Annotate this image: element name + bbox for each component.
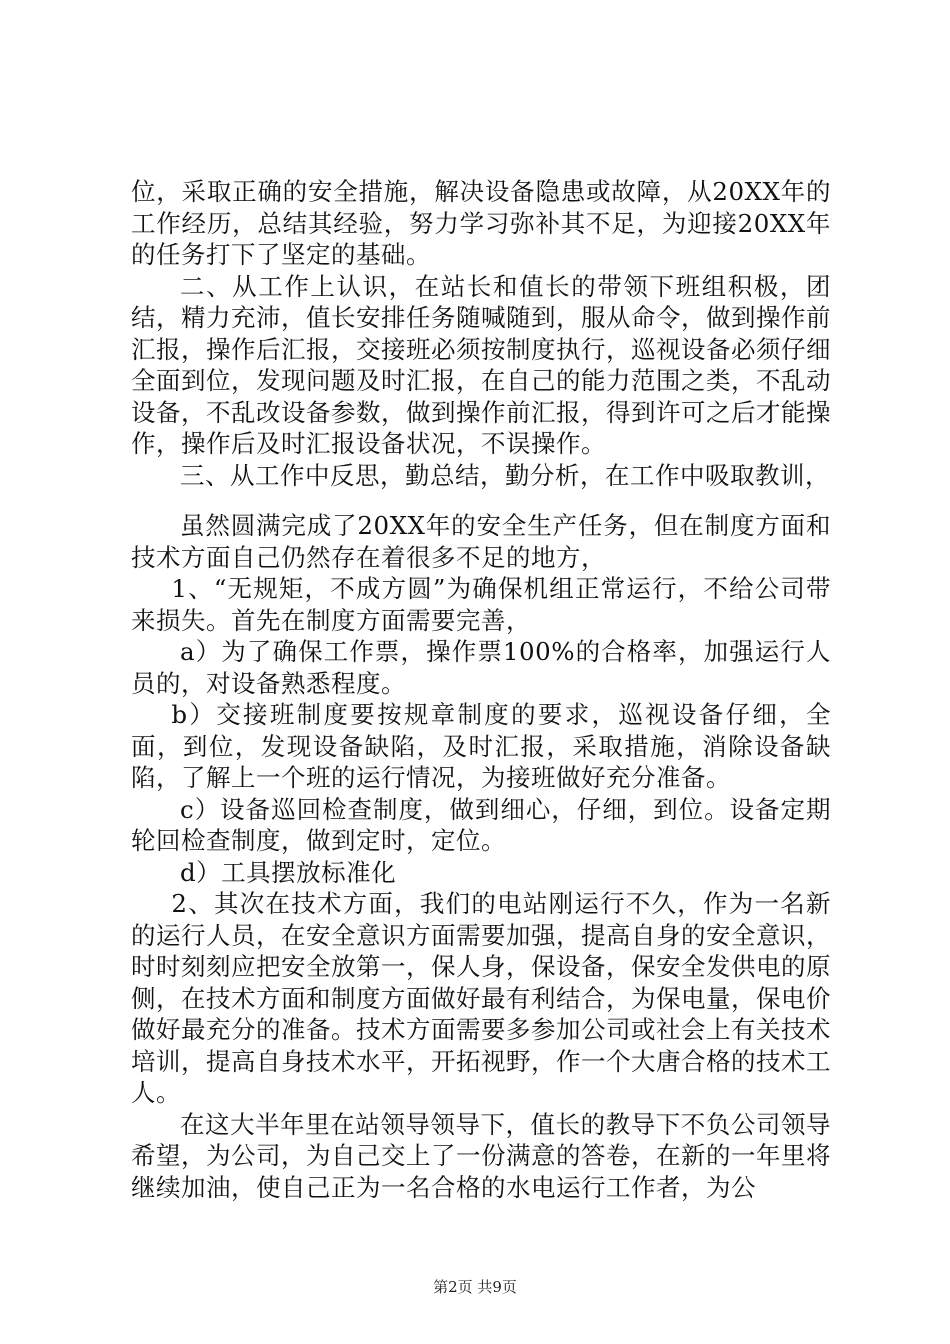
paragraph-section-three: 三、从工作中反思，勤总结，勤分析，在工作中吸取教训， [180,460,830,490]
paragraph-item-a: a）为了确保工作票，操作票100%的合格率，加强运行人员的，对设备熟悉程度。 [131,637,831,698]
paragraph-continuation: 位，采取正确的安全措施，解决设备隐患或故障，从20XX年的工作经历，总结其经验，努力学习弥补其不足，为迎接20XX年的任务打下了坚定的基础。 [131,177,831,269]
paragraph-closing: 在这大半年里在站领导领导下，值长的教导下不负公司领导希望，为公司，为自己交上了一份满意的答卷，在新的一年里将继续加油，使自己正为一名合格的水电运行工作者，为公 [131,1109,831,1202]
paragraph-summary: 虽然圆满完成了20XX年的安全生产任务，但在制度方面和技术方面自己仍然存在着很多不足的地方， [131,511,831,572]
paragraph-item-1: 1、“无规矩，不成方圆”为确保机组正常运行，不给公司带来损失。首先在制度方面需要完善， [131,574,831,635]
text-block-upper [131,176,831,491]
paragraph-item-b: b）交接班制度要按规章制度的要求，巡视设备仔细，全面，到位，发现设备缺陷，及时汇报，采取措施，消除设备缺陷，了解上一个班的运行情况，为接班做好充分准备。 [131,700,831,792]
paragraph-item-d: d）工具摆放标准化 [180,857,397,887]
paragraph-item-c: c）设备巡回检查制度，做到细心，仔细，到位。设备定期轮回检查制度，做到定时，定位。 [131,794,831,855]
paragraph-item-2: 2、其次在技术方面，我们的电站刚运行不久，作为一名新的运行人员，在安全意识方面需要加强，提高自身的安全意识，时时刻刻应把安全放第一，保人身，保设备，保安全发供电的原侧，在技术方面和制度方面做好最有利结合，为保电量，保电价做好最充分的准备。技术方面需要多参加公司或社会上有关技术培训，提高自身技术水平，开拓视野，作一个大唐合格的技术工人。 [131,889,831,1107]
text-block-lower [131,510,831,1203]
page-number-footer: 第2页 共9页 [433,1278,517,1296]
paragraph-section-two: 二、从工作上认识，在站长和值长的带领下班组积极，团结，精力充沛，值长安排任务随喊随到，服从命令，做到操作前汇报，操作后汇报，交接班必须按制度执行，巡视设备必须仔细全面到位，发现问题及时汇报，在自己的能力范围之类，不乱动设备，不乱改设备参数，做到操作前汇报，得到许可之后才能操作，操作后及时汇报设备状况，不误操作。 [131,271,831,458]
